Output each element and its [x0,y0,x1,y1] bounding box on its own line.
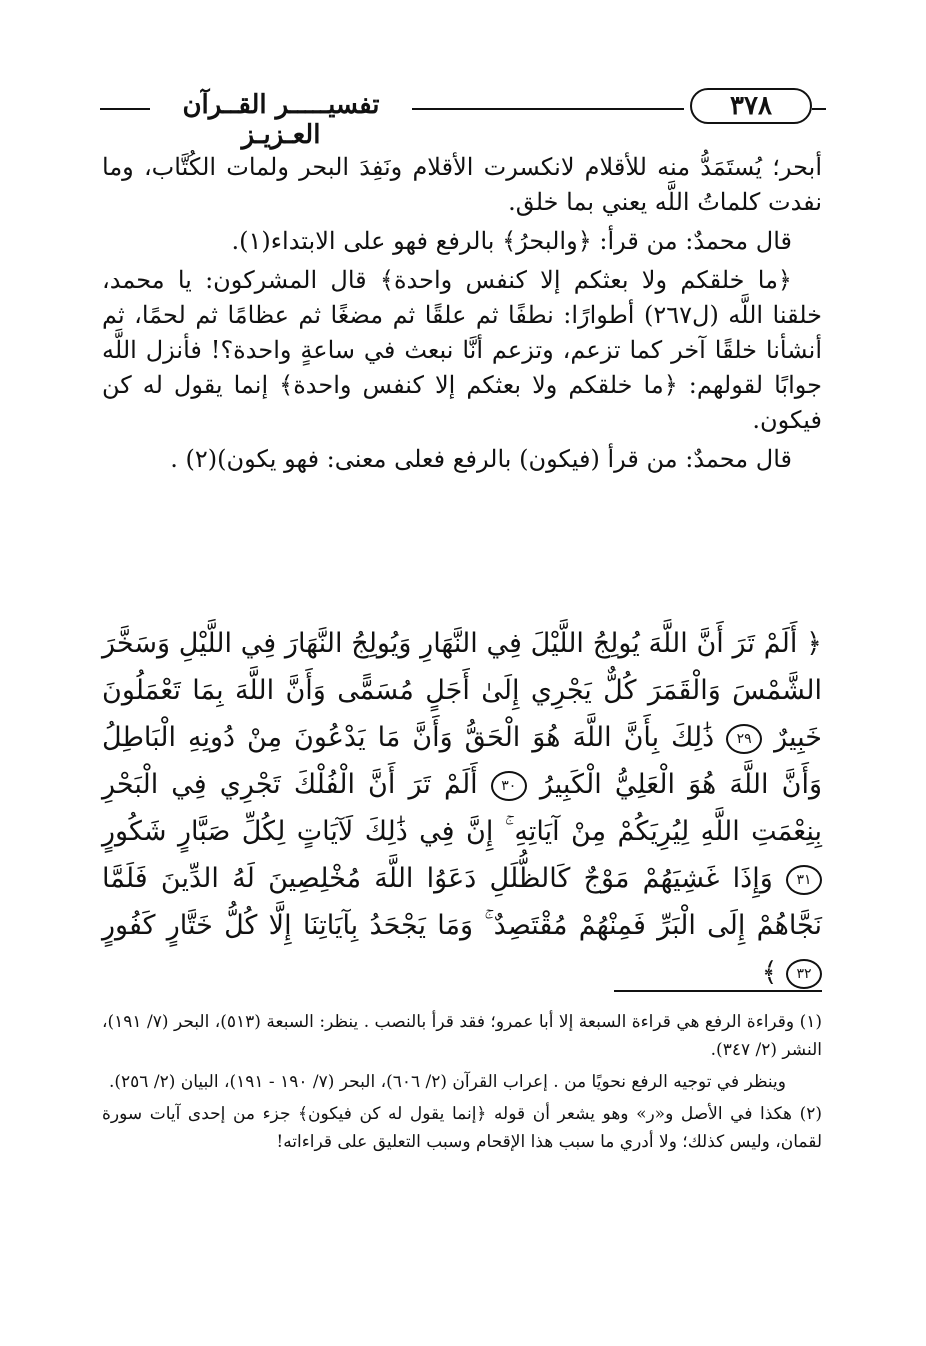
main-text [102,150,822,481]
paragraph-1: أبحر؛ يُستَمَدُّ منه للأقلام لانكسرت الأقلام ونَفِدَ البحر ولمات الكُتَّاب، وما نفدت كلماتُ اللَّه يعني بما خلق. [102,153,822,216]
footnote-separator [614,990,822,992]
footnote-1: (١) وقراءة الرفع هي قراءة السبعة إلا أبا عمرو؛ فقد قرأ بالنصب . ينظر: السبعة (٥١٣)، البحر (٧/ ١٩١)، النشر (٢/ ٣٤٧). [102,1012,822,1060]
verse-30-text: ذَٰلِكَ بِأَنَّ اللَّهَ هُوَ الْحَقُّ وَأَنَّ مَا يَدْعُونَ مِنْ دُونِهِ الْبَاطِلُ وَأَنَّ اللَّهَ هُوَ الْعَلِيُّ الْكَبِيرُ [102,722,822,800]
header-rule-right [412,108,684,110]
footnotes [102,1008,822,1160]
page-number: ٣٧٨ [690,88,812,124]
footnote-2: (٢) هكذا في الأصل و«ر» وهو يشعر أن قوله ﴿إنما يقول له كن فيكون﴾ جزء من إحدى آيات سورة لقمان، وليس كذلك؛ ولا أدري ما سبب هذا الإقحام وسبب التعليق على قراءاته! [102,1104,822,1152]
ayah-number-marker: ٣٠ [491,771,527,801]
running-title: تفسيـــــر القــرآن العـزيـز [182,90,380,150]
page-header [100,86,826,150]
verse-32-text: وَإِذَا غَشِيَهُمْ مَوْجٌ كَالظُّلَلِ دَعَوُا اللَّهَ مُخْلِصِينَ لَهُ الدِّينَ فَلَمَّا نَجَّاهُمْ إِلَى الْبَرِّ فَمِنْهُمْ مُقْتَصِدٌ ۚ وَمَا يَجْحَدُ بِآيَاتِنَا إِلَّا كُلُّ خَتَّارٍ كَفُورٍ [102,863,822,941]
verse-31-text: أَلَمْ تَرَ أَنَّ الْفُلْكَ تَجْرِي فِي الْبَحْرِ بِنِعْمَتِ اللَّهِ لِيُرِيَكُمْ مِنْ آيَاتِهِ ۚ إِنَّ فِي ذَٰلِكَ لَآيَاتٍ لِكُلِّ صَبَّارٍ شَكُورٍ [102,769,822,847]
ayah-number-marker: ٣١ [786,865,822,895]
quran-close-bracket: ﴾ [761,957,778,988]
paragraph-2: قال محمدٌ: من قرأ: ﴿والبحرُ﴾ بالرفع فهو على الابتداء(١). [231,227,792,255]
ayah-number-marker: ٢٩ [726,724,762,754]
footnote-1-continuation: وينظر في توجيه الرفع نحويًا من . إعراب القرآن (٢/ ٦٠٦)، البحر (٧/ ١٩٠ - ١٩١)، البيان (٢/ ٢٥٦). [108,1072,786,1092]
header-rule-end [812,108,826,110]
quran-passage [102,620,822,996]
verse-29-text: أَلَمْ تَرَ أَنَّ اللَّهَ يُولِجُ اللَّيْلَ فِي النَّهَارِ وَيُولِجُ النَّهَارَ فِي اللَّيْلِ وَسَخَّرَ الشَّمْسَ وَالْقَمَرَ كُلٌّ يَجْرِي إِلَىٰ أَجَلٍ مُسَمًّى وَأَنَّ اللَّهَ بِمَا تَعْمَلُونَ خَبِيرٌ [102,628,822,753]
header-rule-left [100,108,150,110]
paragraph-3: ﴿ما خلقكم ولا بعثكم إلا كنفس واحدة﴾ قال المشركون: يا محمد، خلقنا اللَّه (ل٢٦٧) أطوارًا: نطفًا ثم علقًا ثم مضغًا ثم عظامًا ثم لحمًا، ثم أنشأنا خلقًا آخر كما تزعم، وتزعم أنَّا نبعث في ساعةٍ واحدة؟! فأنزل اللَّه جوابًا لقولهم: ﴿ما خلقكم ولا بعثكم إلا كنفس واحدة﴾ إنما يقول له كن فيكون. [102,266,823,434]
paragraph-4: قال محمدٌ: من قرأ (فيكون) بالرفع فعلى معنى: فهو يكون)(٢) . [170,445,792,473]
quran-open-bracket: ﴿ [806,628,822,659]
ayah-number-marker: ٣٢ [786,959,822,989]
